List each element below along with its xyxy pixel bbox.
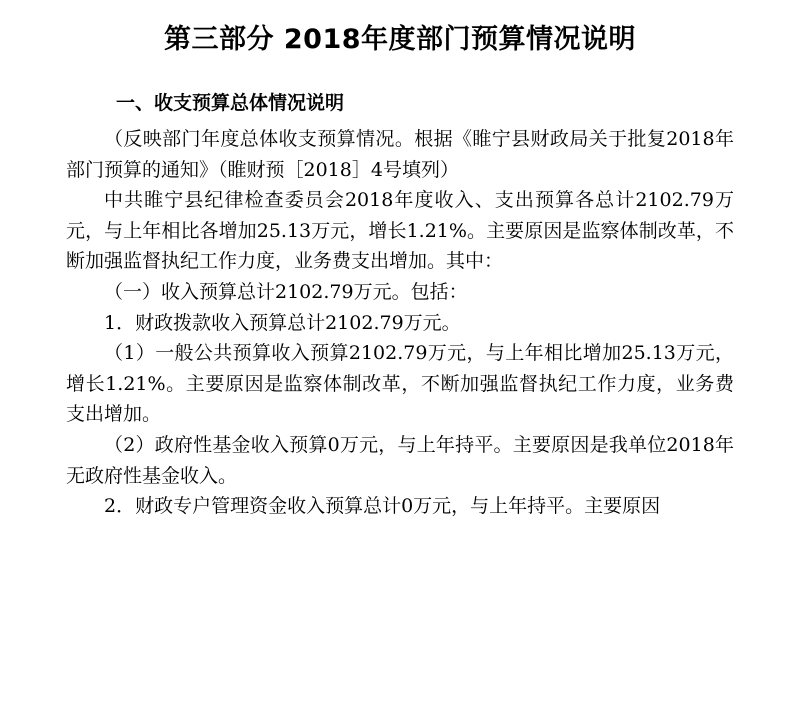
section-heading: 一、收支预算总体情况说明 (116, 92, 345, 114)
document-body (66, 124, 734, 522)
paragraph-government-fund: （2）政府性基金收入预算0万元，与上年持平。主要原因是我单位2018年无政府性基金收入。 (66, 433, 734, 487)
paragraph-special-account-funds: 2．财政专户管理资金收入预算总计0万元，与上年持平。主要原因 (104, 495, 661, 518)
paragraph-budget-basis: （反映部门年度总体收支预算情况。根据《睢宁县财政局关于批复2018年部门预算的通知》（睢财预［2018］4号填列） (66, 128, 734, 181)
paragraph-fiscal-appropriation: 1．财政拨款收入预算总计2102.79万元。 (104, 311, 461, 334)
paragraph-income-total: （一）收入预算总计2102.79万元。包括： (104, 280, 468, 303)
paragraph-general-public-budget: （1）一般公共预算收入预算2102.79万元，与上年相比增加25.13万元，增长1.21%。主要原因是监察体制改革，不断加强监督执纪工作力度，业务费支出增加。 (66, 342, 734, 426)
paragraph-budget-summary: 中共睢宁县纪律检查委员会2018年度收入、支出预算各总计2102.79万元，与上年相比各增加25.13万元，增长1.21%。主要原因是监察体制改革，不断加强监督执纪工作力度，业务费支出增加。其中： (66, 189, 734, 273)
page-title: 第三部分 2018年度部门预算情况说明 (163, 24, 637, 55)
